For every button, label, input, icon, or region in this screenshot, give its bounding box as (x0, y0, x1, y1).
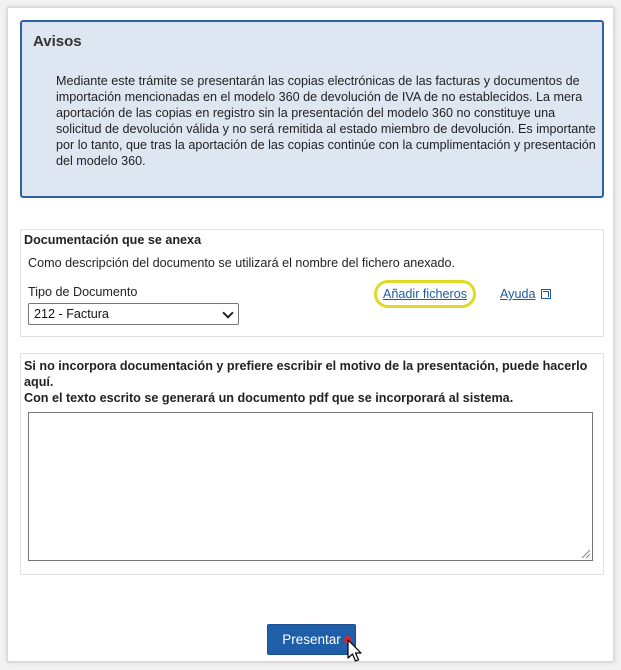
presentar-button[interactable]: Presentar (267, 624, 356, 655)
mouse-cursor-icon (343, 636, 365, 666)
motivo-intro-line1: Si no incorpora documentación y prefiere escribir el motivo de la presentación, puede hacerlo aquí. (24, 359, 588, 389)
tipo-documento-value: 212 - Factura (34, 307, 109, 321)
motivo-intro (24, 358, 594, 406)
documentacion-section (20, 229, 604, 337)
motivo-section (20, 353, 604, 575)
ayuda-link[interactable]: Ayuda (500, 287, 536, 301)
documentacion-description: Como descripción del documento se utilizará el nombre del fichero anexado. (28, 256, 456, 270)
anadir-ficheros-link[interactable]: Añadir ficheros (383, 287, 467, 301)
motivo-textarea[interactable] (28, 412, 593, 561)
avisos-panel (20, 20, 604, 198)
tipo-documento-label: Tipo de Documento (28, 285, 138, 299)
motivo-intro-line2: Con el texto escrito se generará un documento pdf que se incorporará al sistema. (24, 391, 514, 405)
chevron-down-icon (222, 307, 233, 318)
external-link-icon[interactable] (541, 289, 551, 299)
anadir-ficheros-highlight (374, 280, 476, 308)
documentacion-title: Documentación que se anexa (24, 233, 202, 247)
avisos-text: Mediante este trámite se presentarán las copias electrónicas de las facturas y documentos de importación mencionadas en el modelo 360 de devolución de IVA de no establecidos. La mera aportación de las copias en registro sin la presentación del modelo 360 no constituye una solicitud de devolución válida y no será remitida al estado miembro de devolución. Es importante por lo tanto, que tras la aportación de las copias continúe con la cumplimentación y presentación del modelo 360. (56, 74, 596, 168)
tipo-documento-select[interactable] (28, 303, 239, 325)
avisos-title: Avisos (33, 33, 82, 50)
resize-grip-icon[interactable] (582, 550, 590, 558)
page-frame (7, 7, 614, 662)
